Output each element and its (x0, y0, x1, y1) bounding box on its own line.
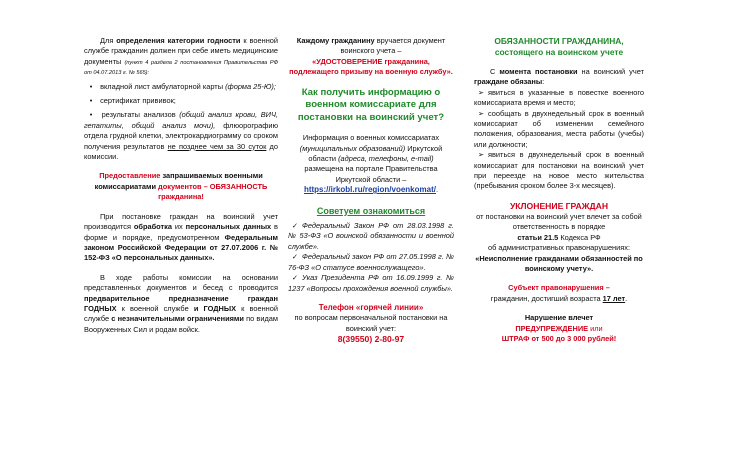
checkmark-icon: ✓ (291, 252, 299, 262)
violation-title: Нарушение влечет (524, 313, 594, 323)
text-bold: определения категории годности (116, 36, 241, 45)
text: явиться в указанные в повестке военного комиссариата время и место; (474, 87, 644, 108)
column-information (288, 36, 454, 345)
text: При постановке граждан на воинский учет производится (84, 211, 278, 232)
text-italic: (адреса, телефоны, e-mail) (338, 153, 434, 163)
text-bold: граждане обязаны (474, 77, 543, 87)
text-red: ПРЕДУПРЕЖДЕНИЕ (515, 323, 589, 333)
text: Для (100, 36, 117, 45)
hotline-title: Телефон «горячей линии» (318, 302, 424, 312)
arrow-bullet-icon: ➢ (477, 150, 485, 160)
text: результаты анализов (101, 110, 176, 120)
text: до комиссии. (84, 141, 278, 162)
text: вкладной лист амбулаторной карты (100, 81, 224, 91)
duty-notice (84, 171, 278, 202)
text: сообщать в двухнедельный срок в военный комиссариат об изменении семейного положения, образования, места работы (учебы) или должности; (474, 108, 644, 149)
text: к военной службе (116, 303, 194, 313)
text: Указ Президента РФ от 16.09.1999 г. № 1237 «Вопросы прохождения военной службы». (288, 273, 454, 293)
bullet-icon: • (89, 81, 93, 91)
text-bold: «Неисполнение гражданами обязанностей по воинскому учету». (475, 253, 643, 273)
recommend-heading: Советуем ознакомиться (316, 205, 426, 216)
text-red: документов – ОБЯЗАННОСТЬ (158, 181, 268, 191)
text-red: Предоставление (99, 171, 161, 181)
hotline-text: по вопросам первоначальной постановки на воинский учет: (294, 313, 448, 333)
text: их (171, 222, 186, 232)
text: В ходе работы комиссии на основании представленных документов и бесед с проводится (84, 272, 278, 293)
text-bold: персональных данных (185, 222, 272, 232)
text: явиться в двухнедельный срок в военный комиссариат для постановки на воинский учет при переезде на новое место жительства (пребывания сроком более 3-х месяцев). (474, 150, 644, 191)
text-bold: статьи 21.5 (517, 232, 559, 242)
text: к военной службе (84, 303, 278, 324)
text: Федеральный закон РФ от 27.05.1998 г. № 76-ФЗ «О статусе военнослужащего». (288, 252, 454, 272)
law-item-3 (288, 273, 454, 294)
law-item-1 (288, 221, 454, 252)
text-bold: момента постановки (499, 67, 578, 76)
evasion-heading: УКЛОНЕНИЕ ГРАЖДАН (509, 200, 609, 211)
bullet-icon: • (89, 110, 93, 120)
legal-reference: (пункт 4 раздела 2 постановления Правительства РФ от 04.07.2013 г. № 565): (84, 59, 279, 77)
text-red: гражданина! (158, 192, 204, 202)
text: в форме и порядке, предусмотренном (84, 222, 278, 242)
subject-title: Субъект правонарушения – (508, 283, 610, 293)
text: флюорографию отдела грудной клетки, электрокардиограмму со сроком получения результатов (84, 120, 278, 151)
doc-item-3 (84, 110, 278, 162)
text-italic: (форма 25-Ю); (225, 81, 276, 91)
text: Федеральный Закон РФ от 28.03.1998 г. № 53-ФЗ «О воинской обязанности и военной службе». (288, 221, 454, 251)
text: размещена на портале Правительства Иркутской области – (304, 164, 438, 184)
violation-warning-line (474, 324, 644, 334)
medical-docs-intro (84, 36, 278, 78)
commission-paragraph (84, 273, 278, 335)
text: Информация о военных комиссариатах (302, 133, 440, 143)
law-item-2 (288, 252, 454, 273)
age-underlined: 17 лет (602, 293, 626, 303)
text: . (435, 185, 439, 195)
hotline-phone[interactable]: 8(39550) 2-80-97 (337, 334, 405, 345)
text-bold: Каждому гражданину (296, 36, 375, 45)
evasion-paragraph (474, 212, 644, 274)
text: гражданин, достигший возраста (490, 293, 603, 303)
personal-data-paragraph (84, 212, 278, 264)
column-duties (474, 36, 644, 344)
duties-intro (474, 67, 644, 88)
text-italic: (муниципальных образований) (299, 143, 406, 153)
doc-item-1 (84, 82, 278, 92)
text: запрашиваемых военными комиссариатами (94, 171, 263, 191)
deadline-underlined: не позднее чем за 30 суток (167, 141, 267, 151)
text: от постановки на воинский учет влечет за собой ответственность в порядке (476, 211, 642, 232)
text-bold: с незначительными ограничениями (111, 314, 244, 324)
info-heading: Как получить информацию о военном комиссариате для постановки на воинский учет? (297, 86, 445, 123)
text-bold: предварительное предназначение граждан ГОДНЫХ (84, 293, 278, 313)
duty-item-1 (474, 88, 644, 109)
arrow-bullet-icon: ➢ (477, 87, 485, 97)
text: вручается документ воинского учета – (340, 36, 446, 56)
text: на воинский учет (577, 67, 644, 76)
subject-text (474, 294, 644, 304)
voenkomat-portal-link[interactable]: https://irkobl.ru/region/voenkomat/ (303, 185, 436, 195)
text-bold: обработка (133, 222, 172, 232)
text: по видам Вооруженных Сил и родам войск. (84, 314, 278, 334)
text-bold: и ГОДНЫХ (193, 303, 237, 313)
duty-item-3 (474, 150, 644, 192)
violation-fine: ШТРАФ от 500 до 3 000 рублей! (501, 333, 617, 343)
checkmark-icon: ✓ (291, 273, 299, 283)
text-bold: Федеральным законом Российской Федерации от 27.07.2006 г. № 152-ФЗ «О персональных данных». (84, 232, 278, 263)
text: : (542, 77, 545, 87)
info-paragraph (288, 133, 454, 195)
text: сертификат прививок; (100, 96, 176, 106)
column-medical-documents (84, 36, 278, 335)
text: Иркутской области (308, 143, 443, 163)
text: С (490, 67, 500, 76)
certificate-name: «УДОСТОВЕРЕНИЕ гражданина, подлежащего призыву на военную службу». (289, 56, 453, 77)
text: . (625, 293, 628, 303)
text: к военной службе гражданин должен при себе иметь медицинские документы (84, 36, 279, 66)
text: Кодекса РФ (558, 232, 601, 242)
duty-item-2 (474, 109, 644, 151)
text-red: или (588, 323, 603, 333)
text: об административных правонарушениях: (487, 243, 631, 253)
checkmark-icon: ✓ (291, 221, 299, 231)
duties-heading: ОБЯЗАННОСТИ ГРАЖДАНИНА, состоящего на воинском учете (494, 36, 624, 57)
text-italic: (общий анализ крови, ВИЧ, гепатиты, общий анализ мочи), (84, 110, 278, 130)
doc-item-2 (84, 96, 278, 106)
bullet-icon: • (89, 96, 93, 106)
certificate-paragraph (288, 36, 454, 78)
arrow-bullet-icon: ➢ (477, 108, 485, 118)
